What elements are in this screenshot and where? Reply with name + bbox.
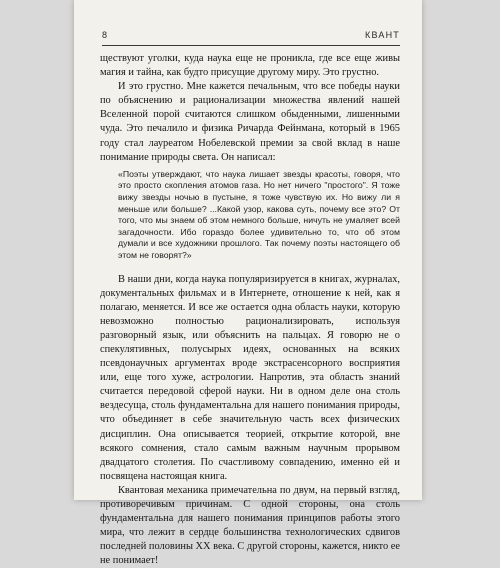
paragraph-continued: ществуют уголки, куда наука еще не проникла, где все еще живы магия и тайна, как будто присущие другому миру. Это грустно. — [100, 53, 400, 79]
quote-text: «Поэты утверждают, что наука лишает звезды красоты, говоря, что это просто скопления атомов газа. Но нет ничего "простого". Я тоже вижу звезды ночью в пустыне, я тоже чувствую их. Но вижу ли я меньше или больше? ...Какой узор, какова суть, почему все это? От того, что мы знаем об этом немного больше, ничуть не умаляет всей загадочности. Ибо гораздо более удивительно то, что об этом думали и все художники прошлого. Так почему поэты настоящего об этом не говорят?» — [118, 168, 400, 260]
paragraph-quantum-2: Квантовая механика примечательна по двум, на первый взгляд, противоречивым причинам. С одной стороны, она столь фундаментальна для нашего понимания принципов работы этого мира, что лежит в сердце большинства технологических сдвигов последней половины XX века. С другой стороны, кажется, никто ее не понимает! — [100, 484, 400, 567]
block-quote — [100, 169, 400, 262]
paragraph-quantum-1: В наши дни, когда наука популяризируется в книгах, журналах, документальных фильмах и в Интернете, отношение к ней, как я полагаю, меняется. И все же остается одна область науки, которую невозможно полностью рационализировать, используя разговорный язык, или объяснить на пальцах. Я говорю не о спекулятивных, полусырых идеях, основанных на всяких псевдонаучных аргументах вроде экстрасенсорного восприятия или, еще того хуже, астрологии. Напротив, эта область знаний считается передовой сферой науки. Ни в одном деле она столь вездесуща, столь фундаментальна для нашего понимания природы, что объединяет в себе значительную часть всех физических дисциплин. Она описывается теорией, открытие которой, вне всякого сомнения, стало самым важным научным прорывом двадцатого столетия. По счастливому совпадению, именно ей и посвящена настоящая книга. — [100, 273, 400, 482]
body-text — [100, 52, 400, 568]
running-header — [102, 29, 400, 46]
book-page — [74, 0, 422, 567]
paragraph-feynman: И это грустно. Мне кажется печальным, что все победы науки по объяснению и рационализации множества явлений нашей Вселенной порой считаются слишком обыденными, лишенными чуда. Это печалило и физика Ричарда Фейнмана, который в 1965 году стал лауреатом Нобелевской премии за свой вклад в наше понимание природы света. Он написал: — [100, 81, 400, 163]
running-title: КВАНТ — [365, 30, 400, 40]
page-number: 8 — [102, 30, 108, 40]
